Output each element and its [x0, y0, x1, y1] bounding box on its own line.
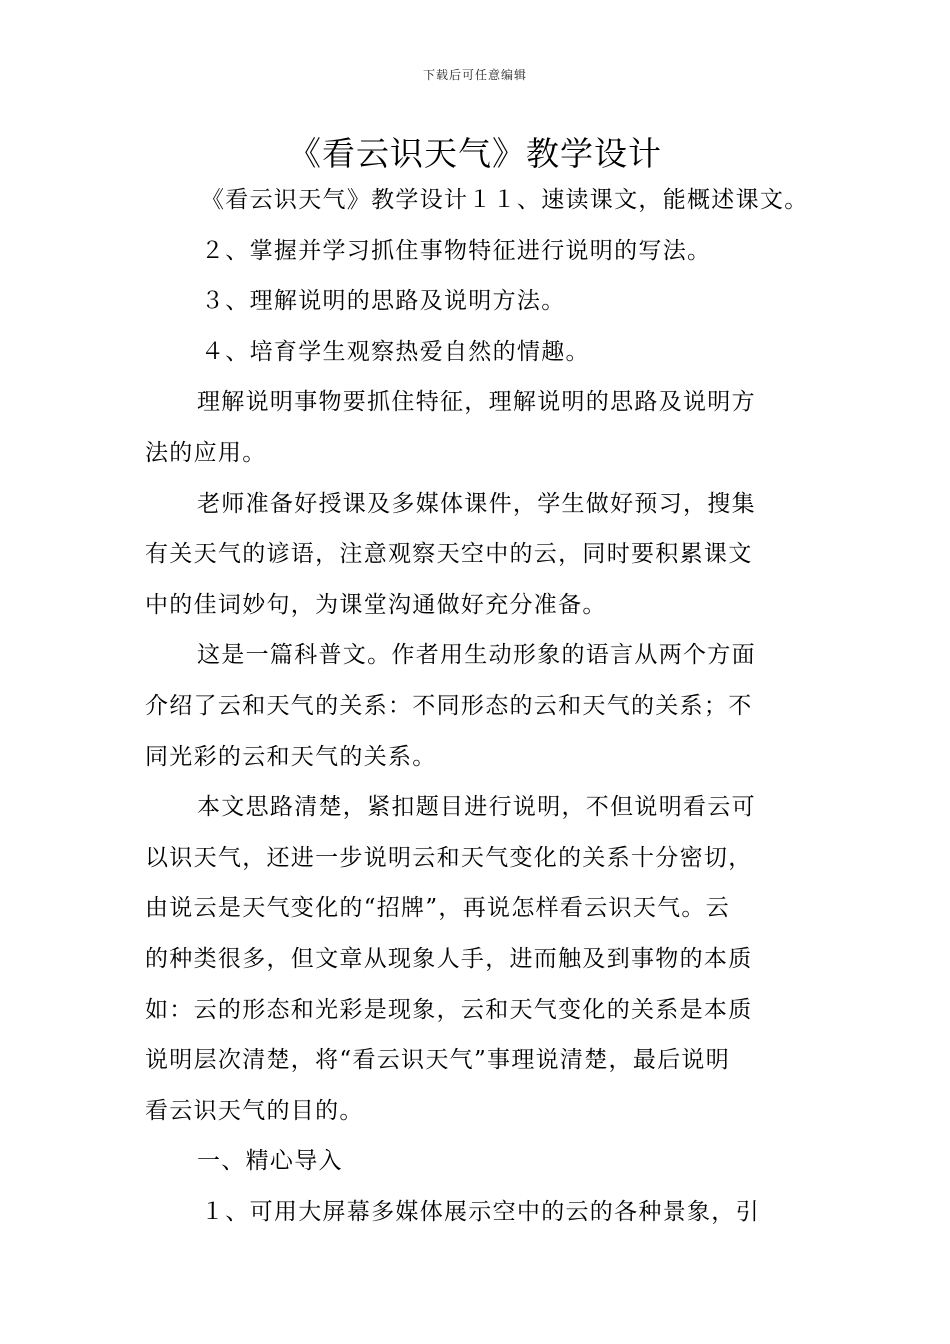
text-line: 的种类很多，但文章从现象人手，进而触及到事物的本质: [145, 945, 753, 972]
document-body: [145, 175, 810, 1237]
text-line: 理解说明事物要抓住特征，理解说明的思路及说明方: [197, 389, 756, 416]
text-line: ４、培育学生观察热爱自然的情趣。: [201, 338, 590, 365]
document-title: 《看云识天气》教学设计: [288, 134, 662, 173]
text-line: 如：云的形态和光彩是现象，云和天气变化的关系是本质: [145, 996, 753, 1023]
text-line: ２、掌握并学习抓住事物特征进行说明的写法。: [201, 237, 712, 264]
header-note: 下载后可任意编辑: [422, 68, 527, 82]
text-line: 这是一篇科普文。作者用生动形象的语言从两个方面: [197, 642, 756, 669]
section-heading: 一、精心导入: [197, 1148, 343, 1175]
text-line: 说明层次清楚，将“看云识天气”事理说清楚，最后说明: [145, 1047, 731, 1074]
text-line: 看云识天气的目的。: [145, 1097, 364, 1124]
text-line: 有关天气的谚语，注意观察天空中的云，同时要积累课文: [145, 541, 753, 568]
text-line: 《看云识天气》教学设计１１、速读课文，能概述课文。: [201, 187, 809, 213]
text-line: １、可用大屏幕多媒体展示空中的云的各种景象，引: [201, 1198, 760, 1225]
text-line: 本文思路清楚，紧扣题目进行说明，不但说明看云可: [197, 794, 756, 821]
text-line: ３、理解说明的思路及说明方法。: [201, 288, 566, 315]
text-line: 由说云是天气变化的“招牌”，再说怎样看云识天气。云: [145, 895, 731, 922]
text-line: 以识天气，还进一步说明云和天气变化的关系十分密切，: [145, 844, 753, 871]
text-line: 法的应用。: [145, 439, 267, 466]
text-line: 中的佳词妙句，为课堂沟通做好充分准备。: [145, 591, 607, 618]
text-line: 介绍了云和天气的关系：不同形态的云和天气的关系；不: [145, 692, 753, 719]
text-line: 同光彩的云和天气的关系。: [145, 743, 437, 770]
text-line: 老师准备好授课及多媒体课件，学生做好预习，搜集: [197, 490, 756, 517]
